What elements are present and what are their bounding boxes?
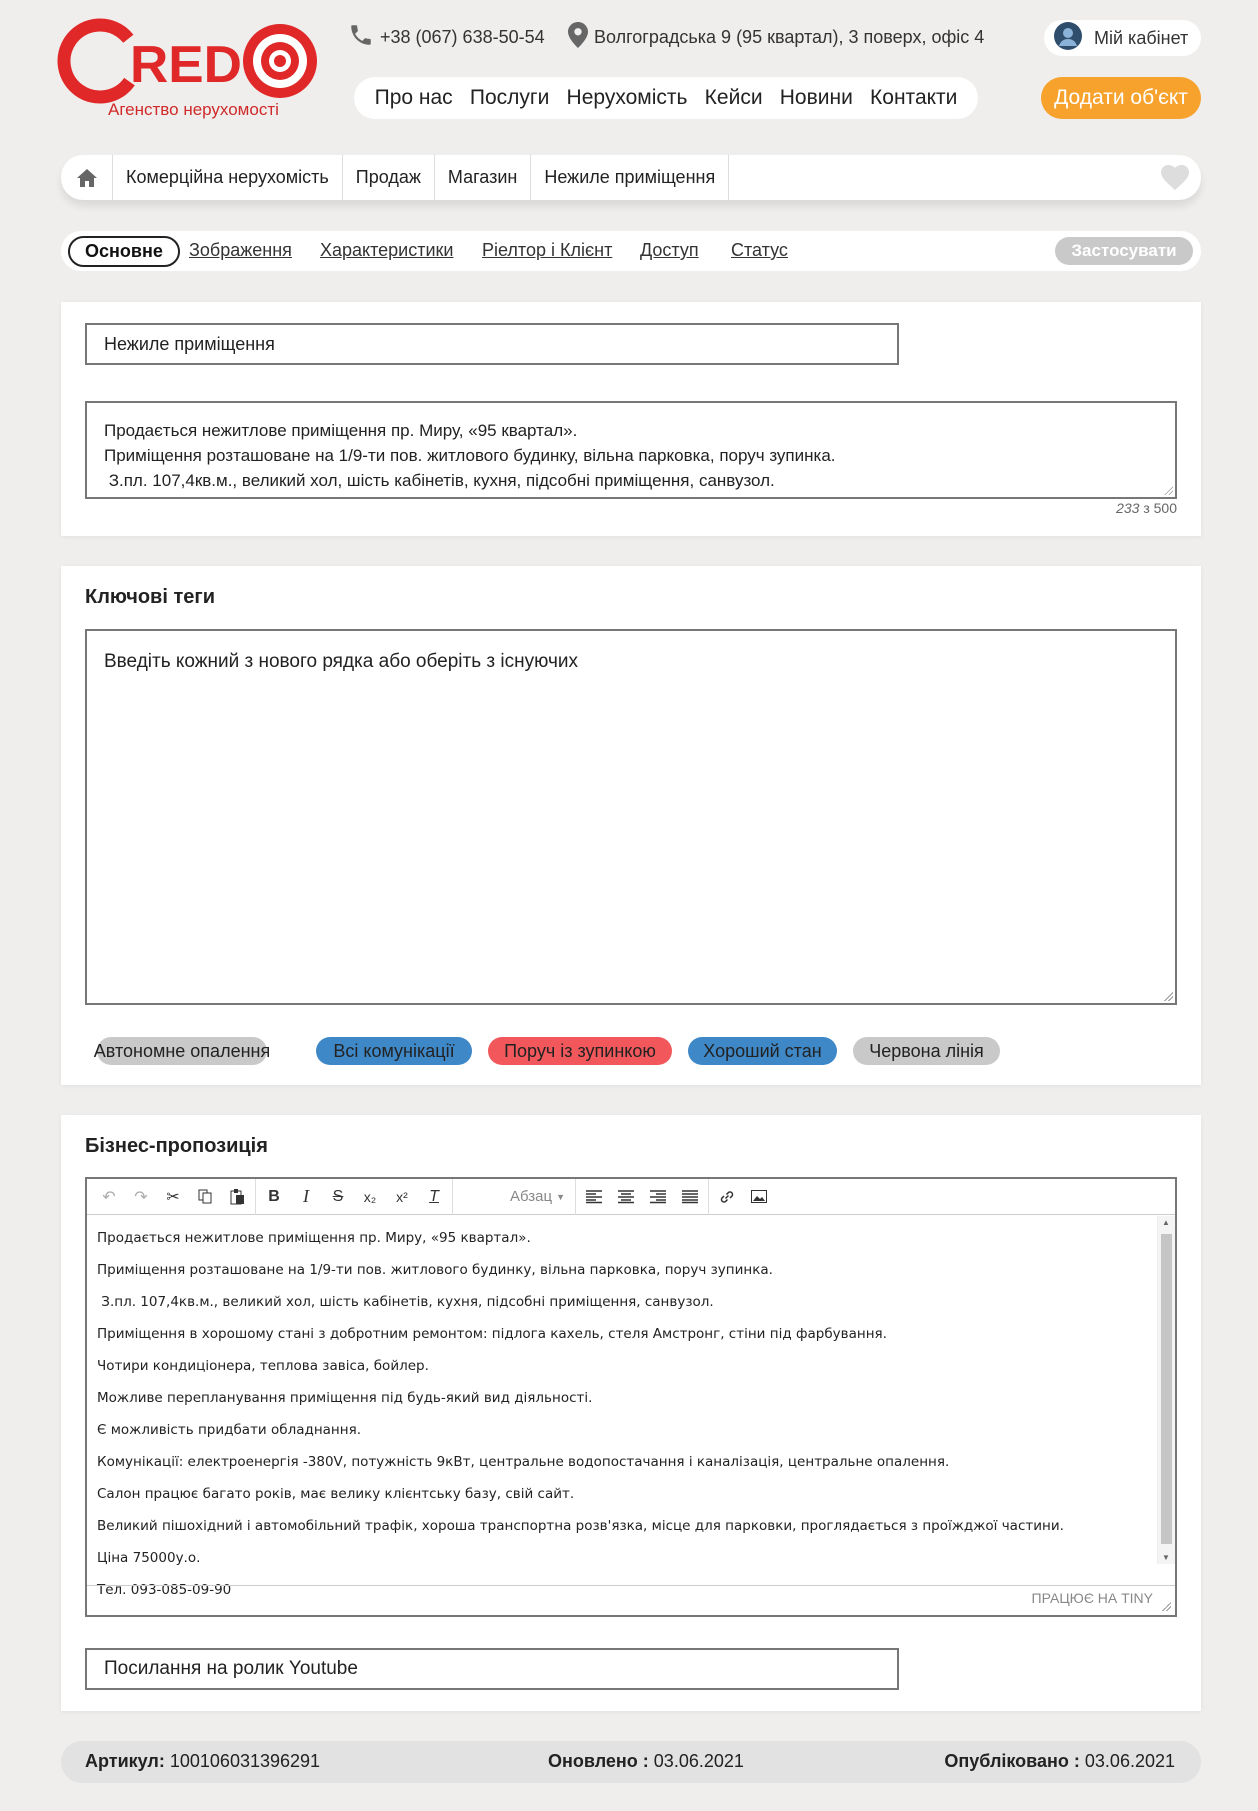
toolbar-divider xyxy=(575,1179,576,1215)
apply-button[interactable]: Застосувати xyxy=(1055,237,1193,265)
business-title: Бізнес-пропозиція xyxy=(85,1135,268,1157)
location-pin-icon xyxy=(568,22,588,53)
published-value: 03.06.2021 xyxy=(1084,1751,1175,1771)
updated-info xyxy=(548,1751,744,1772)
align-justify-icon[interactable] xyxy=(674,1183,706,1211)
editor-paragraph: Великий пішохідний і автомобільний трафік, хороша транспортна розв'язка, місце для парковки, проглядається з проїжджої частини. xyxy=(97,1518,1064,1534)
editor-paragraph: Приміщення розташоване на 1/9-ти пов. житлового будинку, вільна парковка, поруч зупинка. xyxy=(97,1262,773,1278)
my-cabinet-button[interactable] xyxy=(1044,20,1201,56)
subscript-icon[interactable]: x₂ xyxy=(363,1188,377,1205)
italic-icon[interactable]: I xyxy=(303,1186,309,1206)
tags-input[interactable] xyxy=(85,629,1177,1005)
editor-paragraph: З.пл. 107,4кв.м., великий хол, шість кабінетів, кухня, підсобні приміщення, санвузол. xyxy=(97,1294,714,1310)
rich-text-editor xyxy=(85,1177,1177,1617)
image-icon[interactable] xyxy=(743,1183,775,1211)
paste-icon[interactable] xyxy=(221,1183,253,1211)
nav-cases[interactable]: Кейси xyxy=(704,86,763,109)
youtube-link-input[interactable]: Посилання на ролик Youtube xyxy=(85,1648,899,1690)
editor-paragraph: Продається нежитлове приміщення пр. Миру, «95 квартал». xyxy=(97,1230,531,1246)
tab-characteristics[interactable]: Характеристики xyxy=(320,240,454,260)
align-center-icon[interactable] xyxy=(610,1183,642,1211)
scroll-down-icon[interactable]: ▼ xyxy=(1162,1553,1170,1562)
description-line: Приміщення розташоване на 1/9-ти пов. житлового будинку, вільна парковка, поруч зупинка. xyxy=(104,446,836,465)
nav-services[interactable]: Послуги xyxy=(469,86,550,109)
redo-icon[interactable]: ↷ xyxy=(134,1188,148,1206)
editor-paragraph: Комунікації: електроенергія -380V, потужність 9кВт, центральне водопостачання і каналізація, центральне опалення. xyxy=(97,1454,950,1470)
my-cabinet-label: Мій кабінет xyxy=(1094,27,1189,48)
breadcrumb-item[interactable]: Комерційна нерухомість xyxy=(113,155,343,200)
description-line: Продається нежитлове приміщення пр. Миру, «95 квартал». xyxy=(104,421,578,440)
tab-bar xyxy=(61,231,1201,271)
toolbar-divider xyxy=(255,1179,256,1215)
align-left-icon[interactable] xyxy=(578,1183,610,1211)
logo-mark xyxy=(58,16,328,100)
editor-paragraph: Є можливість придбати обладнання. xyxy=(97,1422,361,1438)
address xyxy=(568,22,984,53)
logo[interactable] xyxy=(58,16,328,126)
phone-number: +38 (067) 638-50-54 xyxy=(380,27,545,47)
tag-chip[interactable]: Хороший стан xyxy=(688,1037,837,1065)
format-select-label: Абзац xyxy=(510,1188,553,1205)
link-icon[interactable] xyxy=(711,1183,743,1211)
editor-paragraph: Салон працює багато років, має велику клієнтську базу, свій сайт. xyxy=(97,1486,575,1502)
editor-paragraph: Чотири кондиціонера, теплова завіса, бойлер. xyxy=(97,1358,429,1374)
published-label: Опубліковано : xyxy=(944,1751,1080,1771)
tag-chip[interactable]: Автономне опалення xyxy=(97,1037,267,1065)
phone[interactable] xyxy=(348,22,545,53)
undo-icon[interactable]: ↶ xyxy=(102,1188,116,1206)
strikethrough-icon[interactable]: S xyxy=(332,1187,344,1205)
description-textarea[interactable] xyxy=(85,401,1177,499)
resize-handle[interactable] xyxy=(1163,485,1173,495)
meta-footer xyxy=(61,1741,1201,1783)
tab-status[interactable]: Статус xyxy=(731,240,788,260)
resize-handle[interactable] xyxy=(1163,991,1173,1001)
tag-chip[interactable]: Червона лінія xyxy=(853,1037,1000,1065)
nav-contacts[interactable]: Контакти xyxy=(870,86,958,109)
bold-icon[interactable]: B xyxy=(268,1187,280,1205)
breadcrumb-item[interactable]: Продаж xyxy=(343,155,435,200)
editor-paragraph: Тел. 093-085-09-90 xyxy=(97,1582,232,1598)
heart-icon[interactable] xyxy=(1161,165,1189,195)
copy-icon[interactable] xyxy=(189,1183,221,1211)
scroll-up-icon[interactable]: ▲ xyxy=(1162,1218,1170,1227)
main-info-card xyxy=(61,302,1201,536)
address-text: Волгоградська 9 (95 квартал), 3 поверх, офіс 4 xyxy=(594,27,985,47)
powered-by-tiny[interactable]: ПРАЦЮЄ НА TINY xyxy=(1031,1590,1153,1606)
description-line: З.пл. 107,4кв.м., великий хол, шість кабінетів, кухня, підсобні приміщення, санвузол. xyxy=(104,471,775,490)
nav-news[interactable]: Новини xyxy=(779,86,853,109)
title-input[interactable]: Нежиле приміщення xyxy=(85,323,899,365)
breadcrumb-item[interactable]: Нежиле приміщення xyxy=(531,155,729,200)
nav-real-estate[interactable]: Нерухомість xyxy=(566,86,688,109)
tab-access[interactable]: Доступ xyxy=(640,240,699,260)
breadcrumb-item[interactable]: Магазин xyxy=(435,155,531,200)
main-nav xyxy=(354,77,978,119)
chevron-down-icon: ▼ xyxy=(556,1191,565,1202)
tag-chip[interactable]: Поруч із зупинкою xyxy=(488,1037,672,1065)
tags-card xyxy=(61,566,1201,1085)
home-icon[interactable] xyxy=(61,155,113,200)
tags-placeholder: Введіть кожний з нового рядка або оберіть з існуючих xyxy=(104,651,578,672)
align-right-icon[interactable] xyxy=(642,1183,674,1211)
add-object-button[interactable]: Додати об'єкт xyxy=(1041,77,1201,119)
updated-value: 03.06.2021 xyxy=(653,1751,744,1771)
char-count: 233 xyxy=(1116,500,1140,516)
breadcrumb xyxy=(61,155,1201,200)
article-value: 100106031396291 xyxy=(169,1751,321,1771)
tab-main[interactable]: Основне xyxy=(68,236,180,267)
updated-label: Оновлено : xyxy=(548,1751,649,1771)
editor-toolbar xyxy=(87,1179,1175,1215)
scrollbar-thumb[interactable] xyxy=(1161,1234,1172,1544)
tab-images[interactable]: Зображення xyxy=(189,240,292,260)
toolbar-divider xyxy=(708,1179,709,1215)
editor-paragraph: Ціна 75000у.о. xyxy=(97,1550,201,1566)
editor-statusbar xyxy=(87,1585,1175,1615)
phone-icon xyxy=(348,22,374,53)
tab-realtor-client[interactable]: Ріелтор і Клієнт xyxy=(482,240,613,260)
article-info xyxy=(85,1751,320,1772)
superscript-icon[interactable]: x² xyxy=(396,1188,408,1205)
char-limit: з 500 xyxy=(1139,500,1177,516)
char-counter xyxy=(1116,500,1177,516)
editor-paragraph: Можливе перепланування приміщення під будь-який вид діяльності. xyxy=(97,1390,593,1406)
published-info xyxy=(944,1751,1175,1772)
toolbar-divider xyxy=(452,1179,453,1215)
tags-title: Ключові теги xyxy=(85,586,216,608)
svg-text:RED: RED xyxy=(130,36,242,94)
editor-scrollbar[interactable] xyxy=(1157,1216,1175,1564)
logo-tagline: Агенство нерухомості xyxy=(108,100,279,119)
format-select[interactable] xyxy=(455,1188,573,1205)
clear-formatting-icon[interactable]: T xyxy=(429,1187,439,1205)
editor-paragraph: Приміщення в хорошому стані з добротним ремонтом: підлога кахель, стеля Амстронг, стіни під фарбування. xyxy=(97,1326,887,1342)
article-label: Артикул: xyxy=(85,1751,165,1771)
nav-about[interactable]: Про нас xyxy=(374,86,453,109)
user-avatar-icon xyxy=(1054,22,1082,55)
cut-icon[interactable]: ✂ xyxy=(166,1188,180,1206)
resize-handle[interactable] xyxy=(1161,1601,1171,1611)
tag-chip[interactable]: Всі комунікації xyxy=(316,1037,472,1065)
